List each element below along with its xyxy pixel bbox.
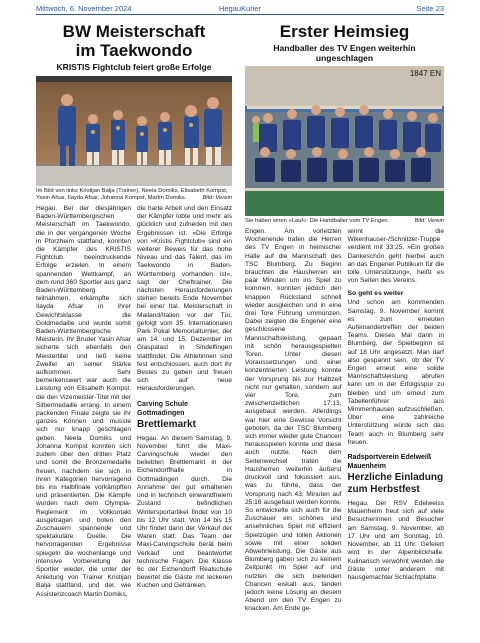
body-column-1 xyxy=(36,205,131,599)
next-game-text: Und schon am kommenden Samstag, 9. November kommt es zum erneuten Aufeinandertreffen der beiden Teams. Dieses Mal dann in Blumberg, der Spielbeginn ist auf 18 Uhr angesetzt. Man darf also gespannt sein, ob der TV Engen erneut eine solide Mannschaftsleistung abrufen kann um in der Erfolgsspur zu bleiben und um erneut zum Tabellenführer aus Mimmenhausen aufzuschließen. Über eine zahlreiche Unterstützung würde sich das Team auch in Blumberg sehr freuen. xyxy=(347,299,444,446)
headline-line-2: im Taekwondo xyxy=(75,41,193,60)
body-column-2 xyxy=(348,228,445,614)
carving-kicker: Carving Schule Gottmadingen xyxy=(137,400,188,417)
caption-credit: Bild: Verein xyxy=(202,195,232,201)
headline-line-1: BW Meisterschaft xyxy=(62,22,206,41)
photo-caption xyxy=(245,218,444,225)
next-game-heading: So geht es weiter xyxy=(347,290,404,298)
photo-caption xyxy=(36,188,232,202)
team-photo-illustration xyxy=(36,76,232,186)
article-subheadline: Handballer des TV Engen weiterhin ungeschlagen xyxy=(273,43,416,63)
taekwondo-article xyxy=(36,18,232,599)
body-text-2: winnt die Wikenhauser-/Schnitzer-Truppe verdient mit 33:25. »Ein großes Dankeschön geht hierbei auch an das Engener Publikum für die tolle Unterstützung«, heißt es von Seiten des Vereins. xyxy=(347,228,444,285)
handball-article xyxy=(245,18,444,614)
page-header xyxy=(36,2,444,14)
caption-text: Im Bild von links Kristijan Balja (Trainer), Neela Domiks, Elisabeth Kompst, Yasin Afsar, Ilayda Afsar, Johanna Kompst, Martin Domiks. xyxy=(36,188,228,201)
body-text-1: Engen. Am vorletzten Wochenende trafen die Herren des TV Engen in heimischer Halle auf die Mannschaft des TSC Blumberg. Zu Beginn brauchten die Hausherren ein paar Minuten um ins Spiel zu kommen, konnten jedoch den knappen Rückstand schnell wieder ausgleichen und in eine drei Tore Führung ummünzen. Dabei zeigten die Engener eine geschlossene Mannschaftsleistung, gepaart mit schön herausgespielten Toren. Unter diesen Voraussetzungen und einer konzentrierten Leistung konnte der Vorsprung bis zur Halbzeit nicht nur gehalten, sondern auf vier Tore, zum zwischenzeitlichen 17:13, ausgebaut werden. Allerdings war hier eine Gewisse Vorsicht geboten, da der TSC Blumberg sich immer wieder gute Chancen herausspielen konnte und diese auch nutzte. Nach dem Seitenwechsel traten die Hausherren weiterhin äußerst druckvoll und fokussiert aus, was zu führte, dass der Vorsprung nach 43. Minuten auf 25:16 ausgebaut werden konnte. So entwickelte sich auch für die Zuschauer ein schönes und ansehnliches Spiel mit effizient Spielzügen und tollen Aktionen sowie mit einer soliden Abwehrleistung. Die Gäste aus Blumberg gaben sich zu keinem Zeitpunkt im Spiel auf und nutzten die sich bietenden Chancen eiskalt aus, fanden jedoch keine Lösung an diesem Abend um den TV Engen zu knacken. Am Ende ge- xyxy=(245,228,342,613)
radsport-text: Hegau. Der RSV Edelweiss Mauenheim freut sich auf viele Besucherinnen und Besucher am Samstag, 9. November, ab 17 Uhr und am Sonntag, 10. November, ab 11 Uhr. Gefeiert wird in der Alpenblickhalle. Kulinarisch verwöhnt werden die Gäste unter anderem mit hausgemachter Schlachtplatte. xyxy=(347,500,444,581)
article-body xyxy=(36,205,232,599)
article-headline xyxy=(36,22,232,60)
carving-text: Hegau. An diesem Samstag, 9. November führt die Maxi-Carvingschule wieder den beliebten Brettlemarkt in der Eichendorffhalle in Gottmadingen durch. Die Annahme der gut erhaltenen und in technisch einwandfreiem Zustand befindlichen Wintersportartikel findet von 10 bis 12 Uhr statt. Von 14 bis 15 Uhr findet dann der Verkauf der Waren statt. Das Team der Maxi-Carvingschule berät beim Verkauf und beantwortet technische Fragen. Die Klasse 6c der Eichendorff Realschule bewirtet die Gäste mit leckeren Kuchen und Getränken. xyxy=(137,434,232,590)
taekwondo-team-photo xyxy=(36,76,232,186)
article-subheadline: KRISTIS Fightclub feiert große Erfolge xyxy=(56,62,212,72)
body-column-1 xyxy=(245,228,342,614)
wall-banner-text: 1847 EN xyxy=(409,69,441,78)
body-column-2 xyxy=(137,205,232,599)
carving-headline: Brettlemarkt xyxy=(137,418,196,430)
header-page-number: Seite 23 xyxy=(416,3,444,13)
handball-team-photo xyxy=(245,66,444,216)
article-headline: Erster Heimsieg xyxy=(279,22,410,41)
caption-credit: Bild: Verein xyxy=(414,218,444,224)
header-date: Mittwoch, 6. November 2024 xyxy=(36,3,132,13)
caption-text: Sie haben einen »Lauf«: Die Handballer vom TV Engen. xyxy=(245,218,390,224)
article-body xyxy=(245,228,444,614)
handball-photo-illustration xyxy=(245,66,444,216)
header-rule xyxy=(36,14,444,15)
header-publication: HegauKurier xyxy=(218,3,262,13)
body-text-2: die harte Arbeit und den Einsatz der Kämpfer lobte und mehr als glücklich und zufrieden mit den Ergebnissen ist. »Die Erfolge von »Kristis Fightclub« sind ein weiterer Beweis für das hohe Niveau und das Talent, das im Taekwondo in Baden-Württemberg vorhanden ist«, sagt der Cheftrainer. Die nächsten Herausforderungen stehen bereits Ende November bei einer Ital. Meisterschaft in Mailand/Italien vor der Tür, gefolgt vom 35. Internationalen Park Pokal Memorialturnier, der am 14. und 15. Dezember im Glaspalast in Sindelfingen stattfindet. Die Athletinnen sind fest entschlossen, auch dort ihr Bestes zu geben und freuen sich auf neue Herausforderungen. xyxy=(137,205,232,393)
radsport-kicker: Radsportverein Edelweiß Mauenheim xyxy=(347,454,432,471)
body-text-1: Hegau. Bei der diesjährigen Baden-Württembergischen Meisterschaft im Taekwondo, die in der vergangenen Woche in Pforzheim stattfand, konnten die Kämpfer des KRISTIS Fightclub beeindruckende Erfolge erzielen. In einem spannenden Wettkampf, an dem rund 360 Sportler aus ganz Baden-Württemberg teilnahmen, erkämpfte sich Ilayda Afsar in ihrer Gewichtsklasse die Goldmedaille und wurde somit Baden-Württembergische Meisterin. Ihr Bruder Yasin Afsar sicherte sich ebenfalls den Meistertitel und ließ keine Zweifel an seiner Stärke aufkommen. Sehr bemerkenswert war auch die Leistung von Elisabeth Kompst, die den Vizemeister-Titel mit der Silbermedaille errang. In einem packenden Finale zeigte sie ihr ganzes Können und musste sich nur knapp geschlagen geben. Neela Domiks und Johanna Kompst konnten sich zudem über den dritten Platz und somit die Bronzemedaille freuen, nachdem sie sich in ihren Kategorien hervorragend bis ins Halbfinale vorkämpften und präsentierten. Die Kämpfe wurden nach dem Olympia-Reglement im Vollkontakt ausgetragen und boten den Zuschauern spannende und spektakuläre Duelle. Die hervorragenden Ergebnisse spiegeln die wochenlange und intensive Vorbereitung der Sportler wieder, die unter der Anleitung von Trainer Kristijan Balja stattfand, und der, wie Assistenzcoach Martin Domiks, xyxy=(36,205,131,598)
radsport-headline: Herzliche Einladung zum Herbstfest xyxy=(347,472,444,496)
